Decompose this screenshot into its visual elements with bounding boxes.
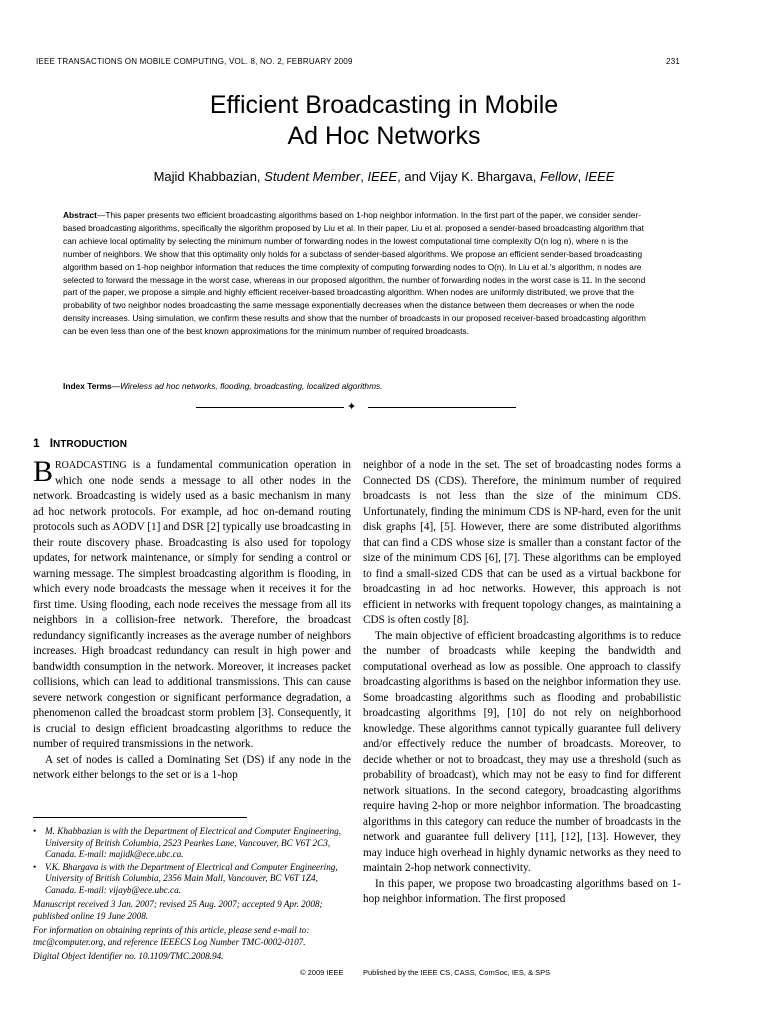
abstract-label: Abstract	[63, 210, 97, 220]
affiliation-item: • M. Khabbazian is with the Department of Electrical and Computer Engineering, University of British Columbia, 2523 Pearkes Lane, Vancouver, BC V6T 2C3, Canada. E-mail: majidk@ece.ubc.ca.	[43, 826, 351, 861]
body-paragraph: In this paper, we propose two broadcasting algorithms based on 1-hop neighbor information. The first proposed	[363, 877, 681, 905]
page-number: 231	[666, 57, 680, 66]
section-title-rest: NTRODUCTION	[53, 439, 127, 450]
author-1-org: IEEE	[367, 169, 398, 184]
body-paragraph: A set of nodes is called a Dominating Set (DS) if any node in the network either belongs to the set or is a 1-hop	[33, 753, 351, 781]
author-2-org: IEEE	[584, 169, 615, 184]
journal-info: IEEE TRANSACTIONS ON MOBILE COMPUTING, VOL. 8, NO. 2, FEBRUARY 2009	[36, 57, 353, 66]
copyright: © 2009 IEEE	[300, 968, 344, 977]
divider-line-left	[196, 407, 344, 408]
author-list	[0, 169, 768, 184]
abstract-text: —This paper presents two efficient broadcasting algorithms based on 1-hop neighbor information. In the first part of the paper, we consider sender-based broadcasting algorithms, specifically the algorithm proposed by Liu et al. In their paper, Liu et al. proposed a sender-based broadcasting algorithm that can achieve local optimality by selecting the minimum number of forwarding nodes in the lowest computational time complexity O(n log n), where n is the number of neighbors. We show that this optimality only holds for a subclass of sender-based algorithms. We propose an efficient sender-based broadcasting algorithm based on 1-hop neighbor information that reduces the time complexity of computing forwarding nodes to O(n). In Liu et al.'s algorithm, n nodes are selected to forward the message in the worst case, whereas in our proposed algorithm, the number of forwarding nodes in the worst case is 11. In the second part of the paper, we propose a simple and highly efficient receiver-based broadcasting algorithm. When nodes are uniformly distributed, we prove that the probability of two neighbor nodes broadcasting the same message exponentially decreases when the distance between them decreases or when the node density increases. Using simulation, we confirm these results and show that the number of broadcasts in our proposed receiver-based broadcasting algorithm can be even less than one of the best known approximations for the minimum number of required broadcasts.	[63, 210, 646, 337]
paper-title	[0, 90, 768, 152]
title-line-2: Ad Hoc Networks	[287, 122, 481, 150]
footnotes	[33, 826, 351, 963]
author-1-role: Student Member	[264, 169, 361, 184]
index-terms-label: Index Terms	[63, 381, 112, 391]
doi-note: Digital Object Identifier no. 10.1109/TMC.2008.94.	[33, 951, 224, 961]
author-separator: ,	[577, 169, 585, 184]
author-2-role: Fellow	[539, 169, 578, 184]
affiliation-list	[33, 826, 351, 896]
reprints-note: For information on obtaining reprints of this article, please send e-mail to: tmc@computer.org, and reference IEEECS Log Number TMC-0002-0107.	[33, 925, 310, 947]
author-1: Majid Khabbazian,	[153, 169, 265, 184]
running-head	[36, 57, 680, 66]
drop-cap: B	[33, 455, 54, 488]
manuscript-note: Manuscript received 3 Jan. 2007; revised 25 Aug. 2007; accepted 9 Apr. 2008; published online 19 June 2008.	[33, 899, 323, 921]
paragraph-text: is a fundamental communication operation in which one node sends a message to all other nodes in the network. Broadcasting is widely used as a basic mechanism in many ad hoc network protocols. For example, ad hoc on-demand routing protocols such as AODV [1] and DSR [2] typically use broadcasting in their route discovery phase. Broadcasting is also used for topology updates, for network maintenance, or simply for sending a control or warning message. The simplest broadcasting algorithm is flooding, in which every node broadcasts the message when it receives it for the first time. Using flooding, each node receives the message from all its neighbors in a collision-free network. Therefore, the broadcast redundancy significantly increases as the average number of neighbors increases. High broadcast redundancy can result in high power and bandwidth consumption in the network. Moreover, it increases packet collisions, which can lead to additional transmissions. This can cause severe network congestion or significant performance degradation, a phenomenon called the broadcast storm problem [3]. Consequently, it is crucial to design efficient broadcasting algorithms to reduce the number of required transmissions in the network.	[33, 459, 351, 750]
body-column-right	[363, 458, 681, 908]
index-terms	[63, 381, 653, 391]
body-paragraph: neighbor of a node in the set. The set of broadcasting nodes forms a Connected DS (CDS). Therefore, the minimum number of required broadcasts is not less than the size of the minimum CDS. Unfortunately, finding the minimum CDS is NP-hard, even for the unit disk graphs [4], [5]. However, there are some distributed algorithms that can find a CDS whose size is smaller than a constant factor of the size of the minimum CDS [6], [7]. These algorithms can be employed to find a small-sized CDS that can be used as a virtual backbone for broadcasting in ad hoc networks. However, this approach is not efficient in networks with frequent topology changes, as maintaining a CDS is often costly [8].	[363, 459, 681, 626]
divider-diamond-icon: ✦	[347, 401, 357, 413]
footnote-rule	[33, 817, 247, 818]
index-terms-text: —Wireless ad hoc networks, flooding, broadcasting, localized algorithms.	[111, 381, 383, 391]
body-paragraph	[33, 455, 351, 753]
body-column-left	[33, 455, 351, 784]
section-title-initial: I	[49, 436, 54, 450]
abstract	[63, 209, 653, 338]
title-line-1: Efficient Broadcasting in Mobile	[209, 91, 559, 119]
publisher-line: Published by the IEEE CS, CASS, ComSoc, IES, & SPS	[363, 968, 551, 977]
section-divider	[0, 402, 768, 414]
lead-word: ROADCASTING	[55, 460, 127, 471]
author-separator: ,	[360, 169, 368, 184]
author-2: , and Vijay K. Bhargava,	[397, 169, 540, 184]
section-heading	[33, 436, 127, 450]
body-paragraph: The main objective of efficient broadcasting algorithms is to reduce the number of broadcasts while keeping the bandwidth and computational overhead as low as possible. One approach to classify broadcasting algorithms is based on the neighbor information they use. Some broadcasting algorithms such as flooding and probabilistic broadcasting algorithms [9], [10] do not rely on neighborhood knowledge. These algorithms cannot typically guarantee full delivery and/or effectively reduce the number of broadcasts. Moreover, to decide whether or not to broadcast, they may use a threshold (such as probability of broadcast), which may not be easy to find for different network situations. In the second category, broadcasting algorithms require having 2-hop or more neighbor information. The broadcasting algorithms in this category can reduce the number of broadcasts in the network and guarantee full delivery [11], [12], [13]. However, they may induce high overhead in highly dynamic networks as they need to maintain 2-hop network connectivity.	[363, 629, 681, 874]
affiliation-item: • V.K. Bhargava is with the Department of Electrical and Computer Engineering, University of British Columbia, 2356 Main Mall, Vancouver, BC V6T 1Z4, Canada. E-mail: vijayb@ece.ubc.ca.	[43, 862, 351, 897]
divider-line-right	[368, 407, 516, 408]
section-number: 1	[33, 436, 40, 450]
